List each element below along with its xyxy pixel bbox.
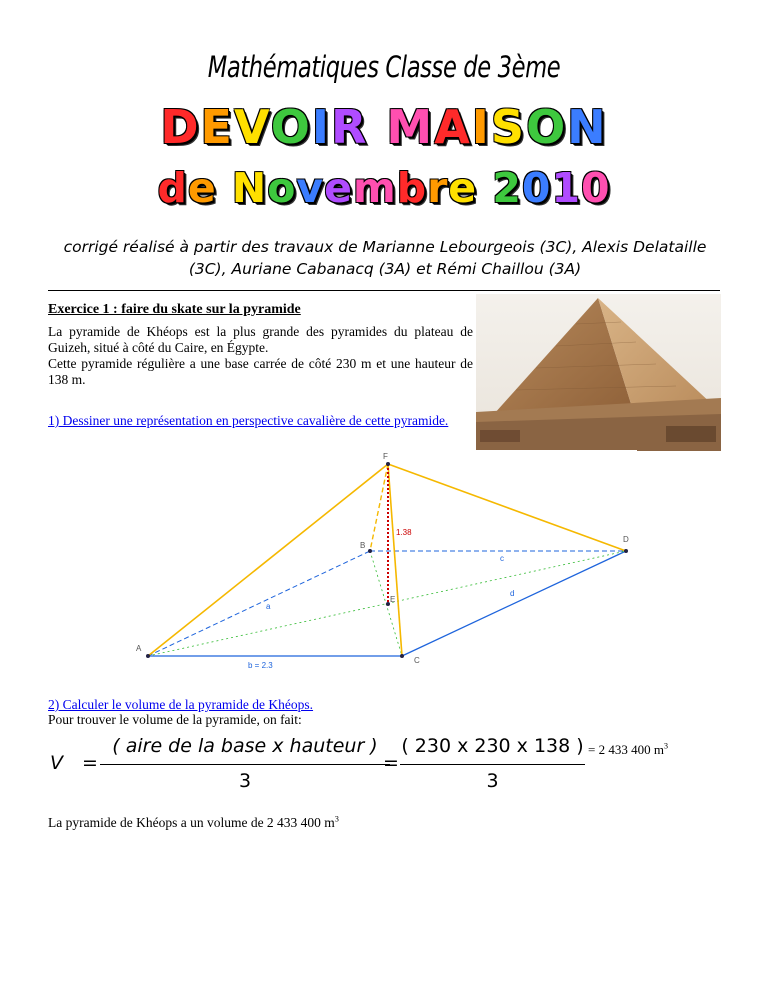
fraction-bar-1 [100, 764, 390, 765]
label-height: 1.38 [396, 528, 412, 537]
point-A [146, 654, 150, 658]
subject-title: Mathématiques Classe de 3ème [207, 50, 561, 84]
formula-denominator-2: 3 [486, 770, 499, 792]
header-divider [48, 290, 720, 291]
label-E: E [390, 595, 396, 604]
label-d: d [510, 589, 515, 598]
question-2-intro: Pour trouver le volume de la pyramide, on fait: [48, 712, 302, 727]
formula-v: V [50, 752, 63, 774]
label-a: a [266, 602, 271, 611]
point-F [386, 462, 390, 466]
point-C [400, 654, 404, 658]
formula-equals-1: = [82, 752, 98, 774]
formula-numerator-2: ( 230 x 230 x 138 ) [401, 735, 584, 757]
date-title: de Novembre 2010 [157, 164, 611, 212]
conclusion-text: La pyramide de Khéops a un volume de 2 433 400 $m^3$ [48, 814, 339, 830]
fraction-bar-2 [400, 764, 585, 765]
pyramid-figure [136, 450, 637, 685]
formula-equals-2: = [383, 752, 399, 774]
label-A: A [136, 644, 142, 653]
question-2: 2) Calculer le volume de la pyramide de Khéops. [48, 697, 314, 712]
exercise-intro [48, 324, 473, 388]
point-D [624, 549, 628, 553]
devoir-maison-title: DEVOIR MAISON [160, 100, 608, 154]
label-F: F [383, 452, 388, 461]
formula-denominator-1: 3 [238, 770, 252, 792]
credits-line: corrigé réalisé à partir des travaux de Marianne Lebourgeois (3C), Alexis Delataille (3C), Auriane Cabanacq (3A) et Rémi Chaillou (3A) [63, 238, 707, 278]
label-D: D [623, 535, 629, 544]
intro-paragraph-1: La pyramide de Khéops est la plus grande des pyramides du plateau de Guizeh, situé à côté du Caire, en Égypte. [48, 324, 473, 355]
label-C: C [414, 656, 420, 665]
point-B [368, 549, 372, 553]
formula-numerator-1: ( aire de la base x hauteur ) [112, 735, 378, 757]
label-b: b = 2.3 [248, 661, 273, 670]
pyramid-photo [476, 294, 721, 451]
label-c: c [500, 554, 504, 563]
label-B: B [360, 541, 366, 550]
exercise-title: Exercice 1 : faire du skate sur la pyramide [48, 302, 301, 317]
formula-result: = 2 433 400 $m^3$ [588, 741, 668, 757]
intro-paragraph-2: Cette pyramide régulière a une base carrée de côté 230 m et une hauteur de 138 m. [48, 356, 473, 387]
question-1: 1) Dessiner une représentation en perspective cavalière de cette pyramide. [48, 413, 449, 428]
